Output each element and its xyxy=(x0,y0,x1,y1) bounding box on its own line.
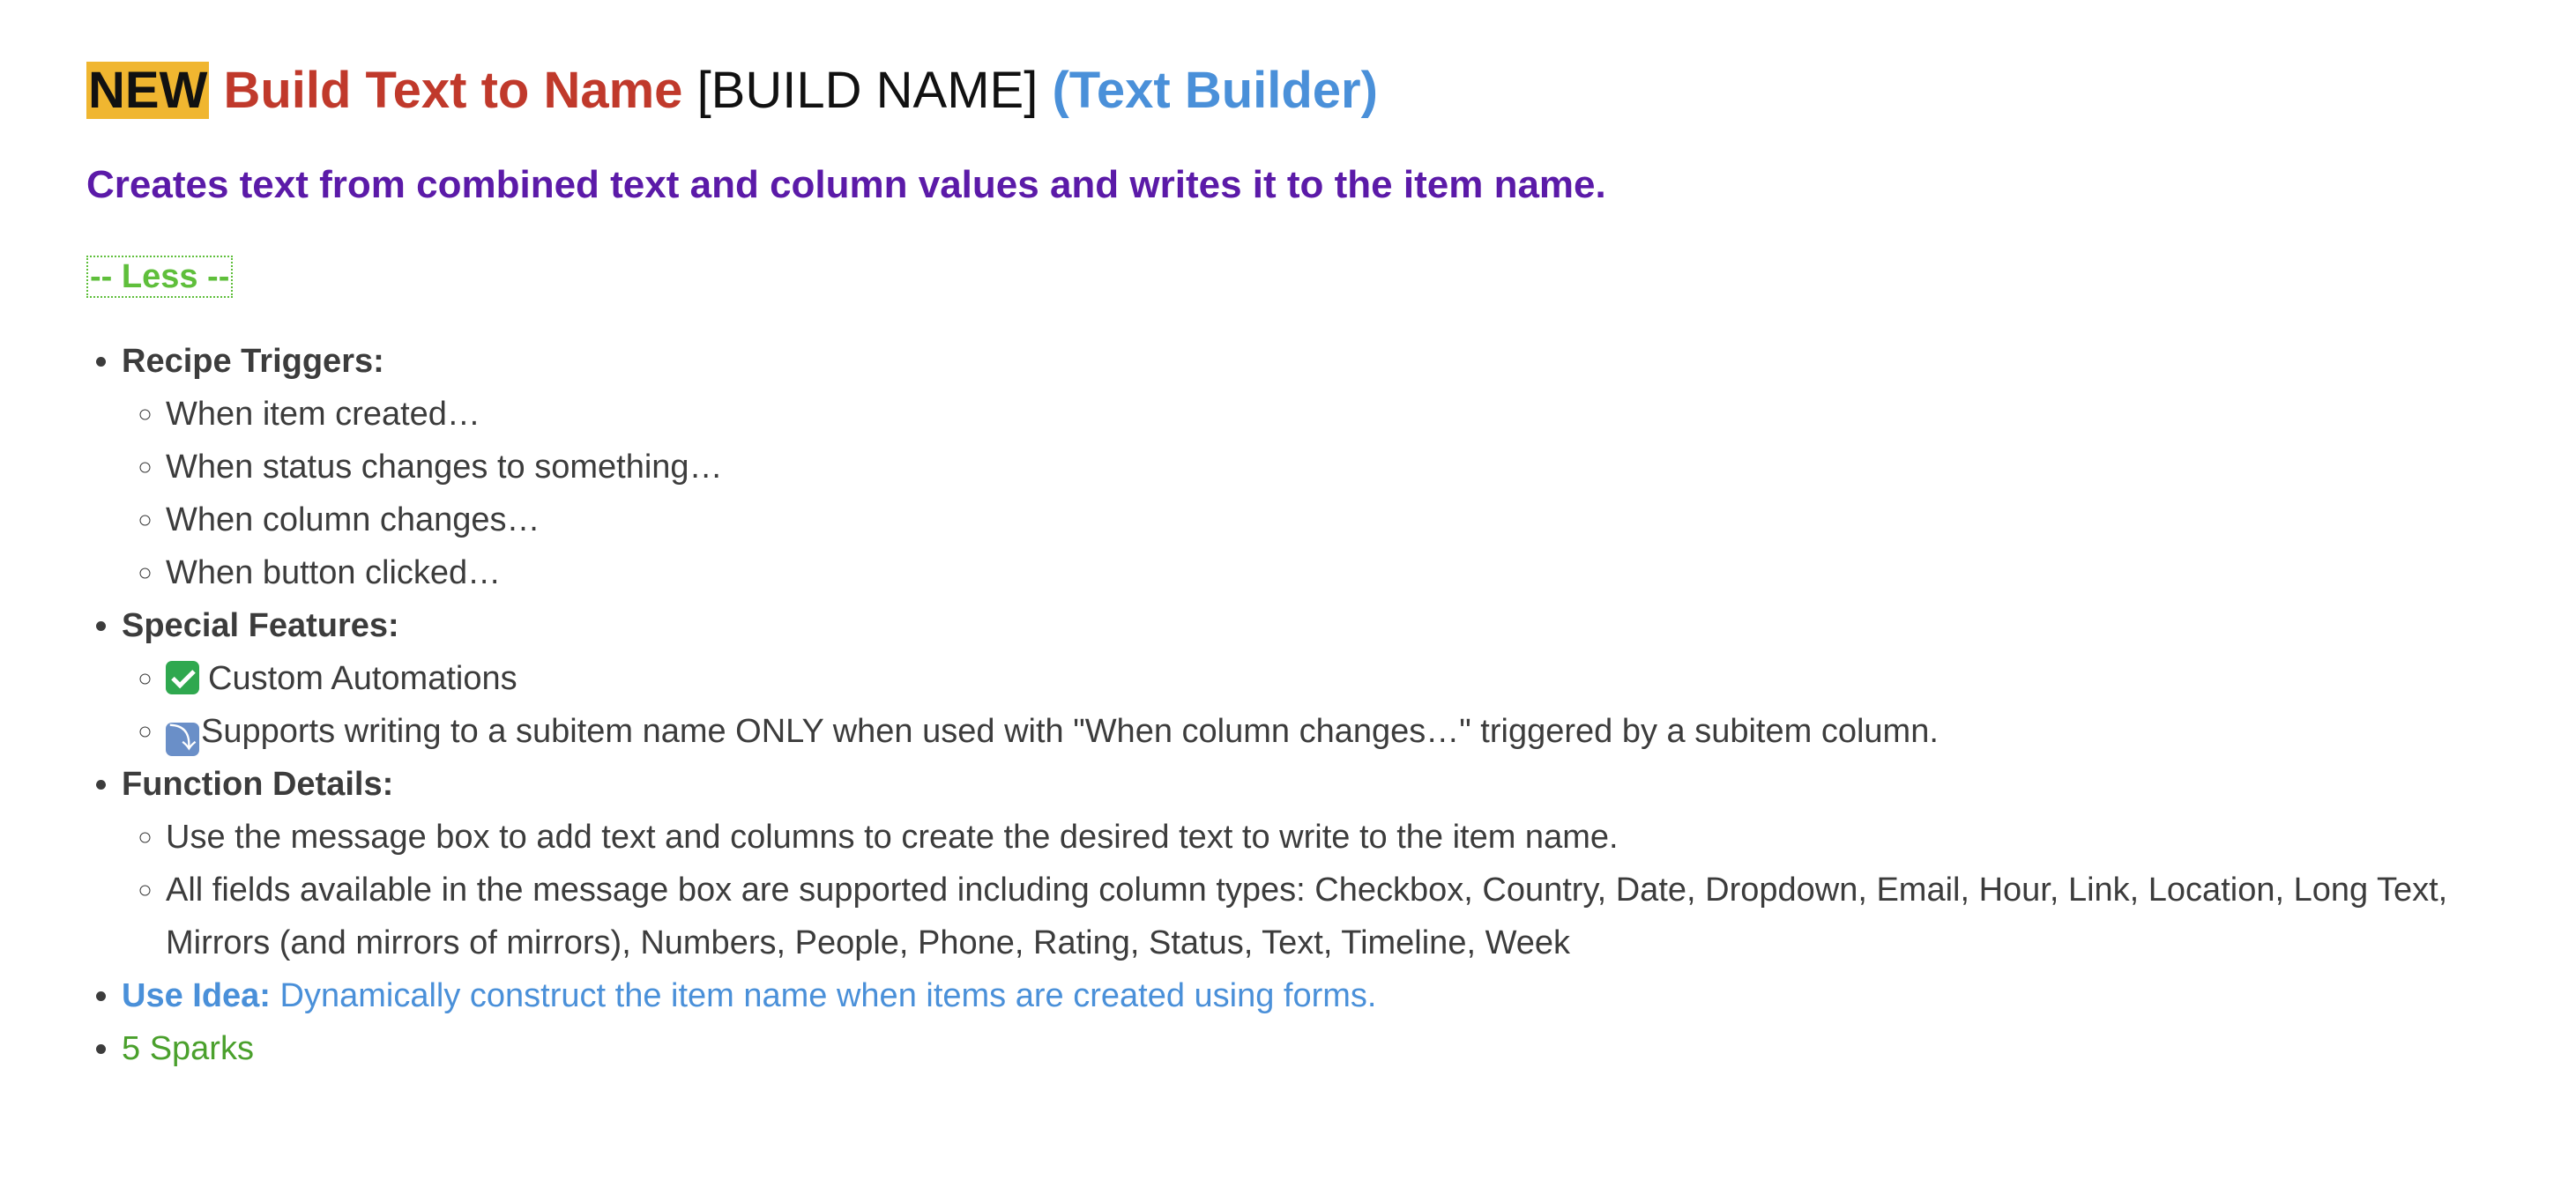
use-idea-heading: Use Idea: xyxy=(122,977,271,1014)
list-item: ◦ All fields available in the message box are supported including column types: Checkbox, Country, Date, Dropdown, Email, Hour, Link, Location, Long Text, Mirrors (and mirrors of mirrors), Numbers, People, Phone, Rating, Status, Text, Timeline, Week xyxy=(166,864,2475,969)
less-toggle-button[interactable]: -- Less -- xyxy=(86,256,233,298)
list-item: ◦ When item created… xyxy=(166,388,2576,441)
recipe-name: Build Text to Name xyxy=(223,62,683,119)
recipe-summary: Creates text from combined text and column values and writes it to the item name. xyxy=(86,163,1606,206)
feature-text: Custom Automations xyxy=(208,660,517,697)
triggers-heading: Recipe Triggers: xyxy=(122,343,384,380)
check-mark-emoji-icon xyxy=(166,661,199,694)
use-idea-section xyxy=(122,969,2576,1022)
recipe-title xyxy=(86,58,2576,123)
list-item xyxy=(166,652,2576,705)
triggers-list xyxy=(122,388,2576,599)
feature-text: Supports writing to a subitem name ONLY when used with "When column changes…" triggered by a subitem column. xyxy=(201,713,1939,750)
list-item: ◦ When status changes to something… xyxy=(166,441,2576,493)
details-list xyxy=(122,811,2576,969)
recipe-details-list xyxy=(86,335,2576,1075)
details-section xyxy=(122,758,2576,969)
list-item: ◦ When column changes… xyxy=(166,493,2576,546)
features-section xyxy=(122,599,2576,758)
list-item: ◦ When button clicked… xyxy=(166,546,2576,599)
list-item xyxy=(166,705,2576,758)
use-idea-text: Dynamically construct the item name when items are created using forms. xyxy=(279,977,1377,1014)
sparks-cost: • 5 Sparks xyxy=(122,1022,2576,1075)
list-item: ◦ Use the message box to add text and columns to create the desired text to write to the item name. xyxy=(166,811,2576,864)
down-right-arrow-emoji-icon: ⤵ xyxy=(166,723,199,756)
features-list xyxy=(122,652,2576,758)
features-heading: Special Features: xyxy=(122,607,399,644)
triggers-section xyxy=(122,335,2576,599)
recipe-builder-type: (Text Builder) xyxy=(1052,62,1378,119)
details-heading: Function Details: xyxy=(122,766,394,803)
recipe-code: [BUILD NAME] xyxy=(696,62,1039,119)
new-tag: NEW xyxy=(88,62,208,119)
